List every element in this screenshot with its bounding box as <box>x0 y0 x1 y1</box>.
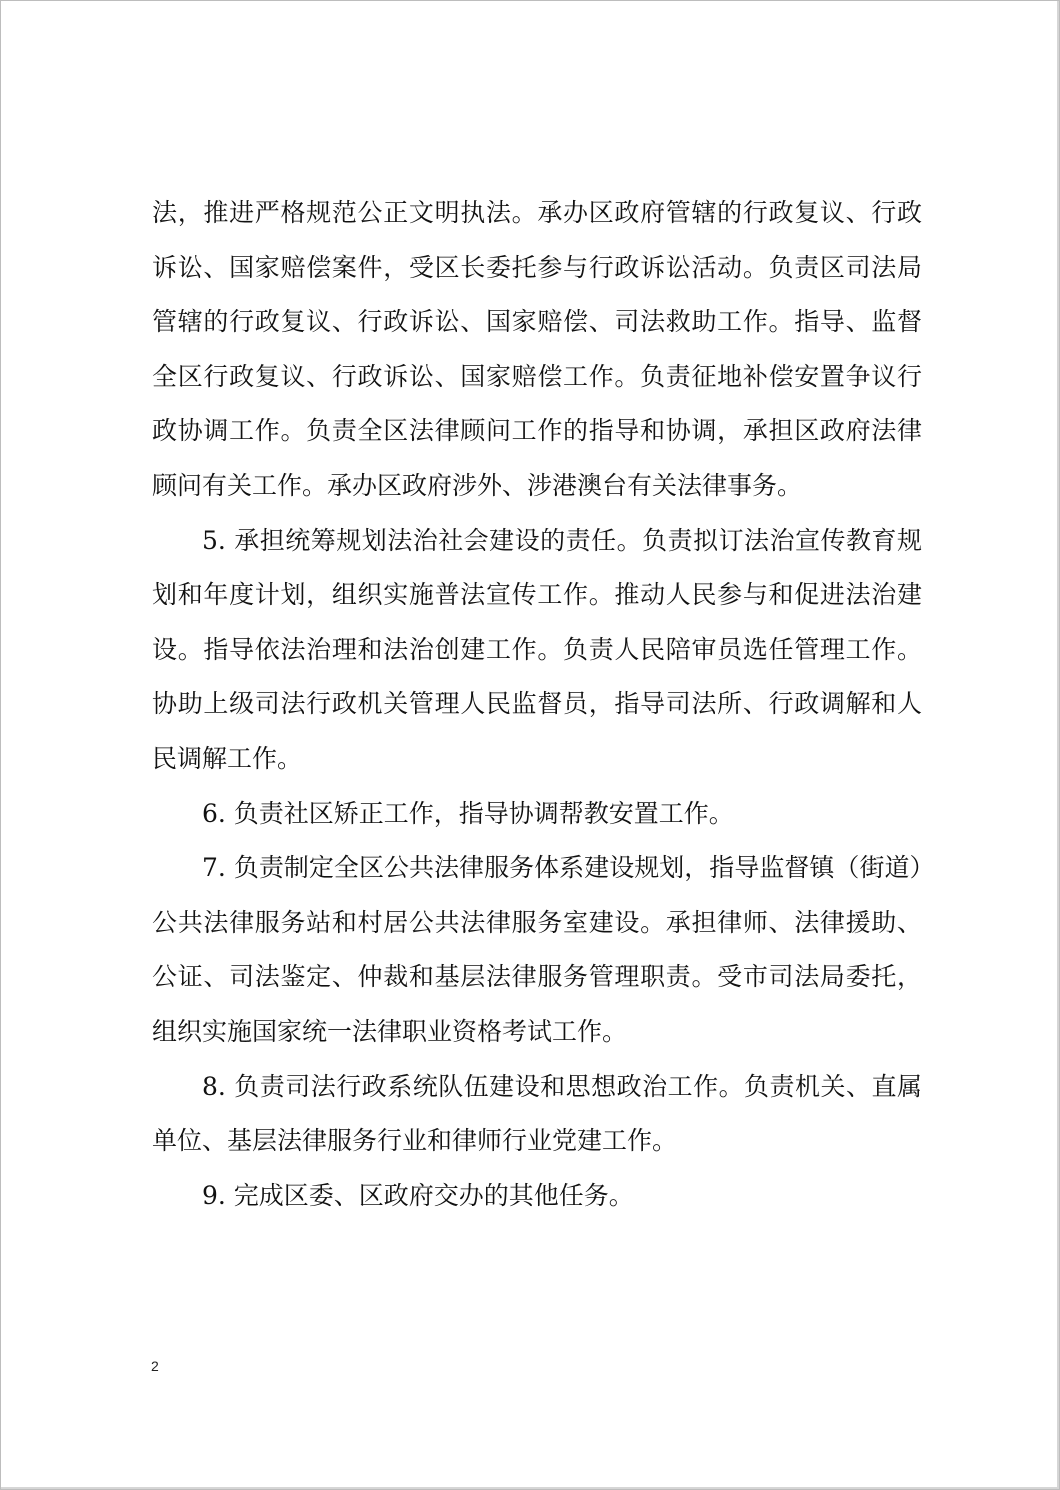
paragraph-item-7: 7. 负责制定全区公共法律服务体系建设规划，指导监督镇（街道）公共法律服务站和村居公共法律服务室建设。承担律师、法律援助、公证、司法鉴定、仲裁和基层法律服务管理职责。受市司法局委托，组织实施国家统一法律职业资格考试工作。 <box>152 853 922 1046</box>
paragraph-item-8: 8. 负责司法行政系统队伍建设和思想政治工作。负责机关、直属单位、基层法律服务行业和律师行业党建工作。 <box>152 1071 922 1156</box>
document-body <box>152 186 922 1223</box>
paragraph-item-6: 6. 负责社区矫正工作，指导协调帮教安置工作。 <box>202 798 734 828</box>
page-number: 2 <box>151 1358 159 1374</box>
paragraph-item-9: 9. 完成区委、区政府交办的其他任务。 <box>202 1180 634 1210</box>
paragraph-item-5: 5. 承担统筹规划法治社会建设的责任。负责拟订法治宣传教育规划和年度计划，组织实施普法宣传工作。推动人民参与和促进法治建设。指导依法治理和法治创建工作。负责人民陪审员选任管理工作。协助上级司法行政机关管理人民监督员，指导司法所、行政调解和人民调解工作。 <box>152 525 922 773</box>
paragraph-continuation: 法，推进严格规范公正文明执法。承办区政府管辖的行政复议、行政诉讼、国家赔偿案件，受区长委托参与行政诉讼活动。负责区司法局管辖的行政复议、行政诉讼、国家赔偿、司法救助工作。指导、监督全区行政复议、行政诉讼、国家赔偿工作。负责征地补偿安置争议行政协调工作。负责全区法律顾问工作的指导和协调，承担区政府法律顾问有关工作。承办区政府涉外、涉港澳台有关法律事务。 <box>152 198 922 500</box>
